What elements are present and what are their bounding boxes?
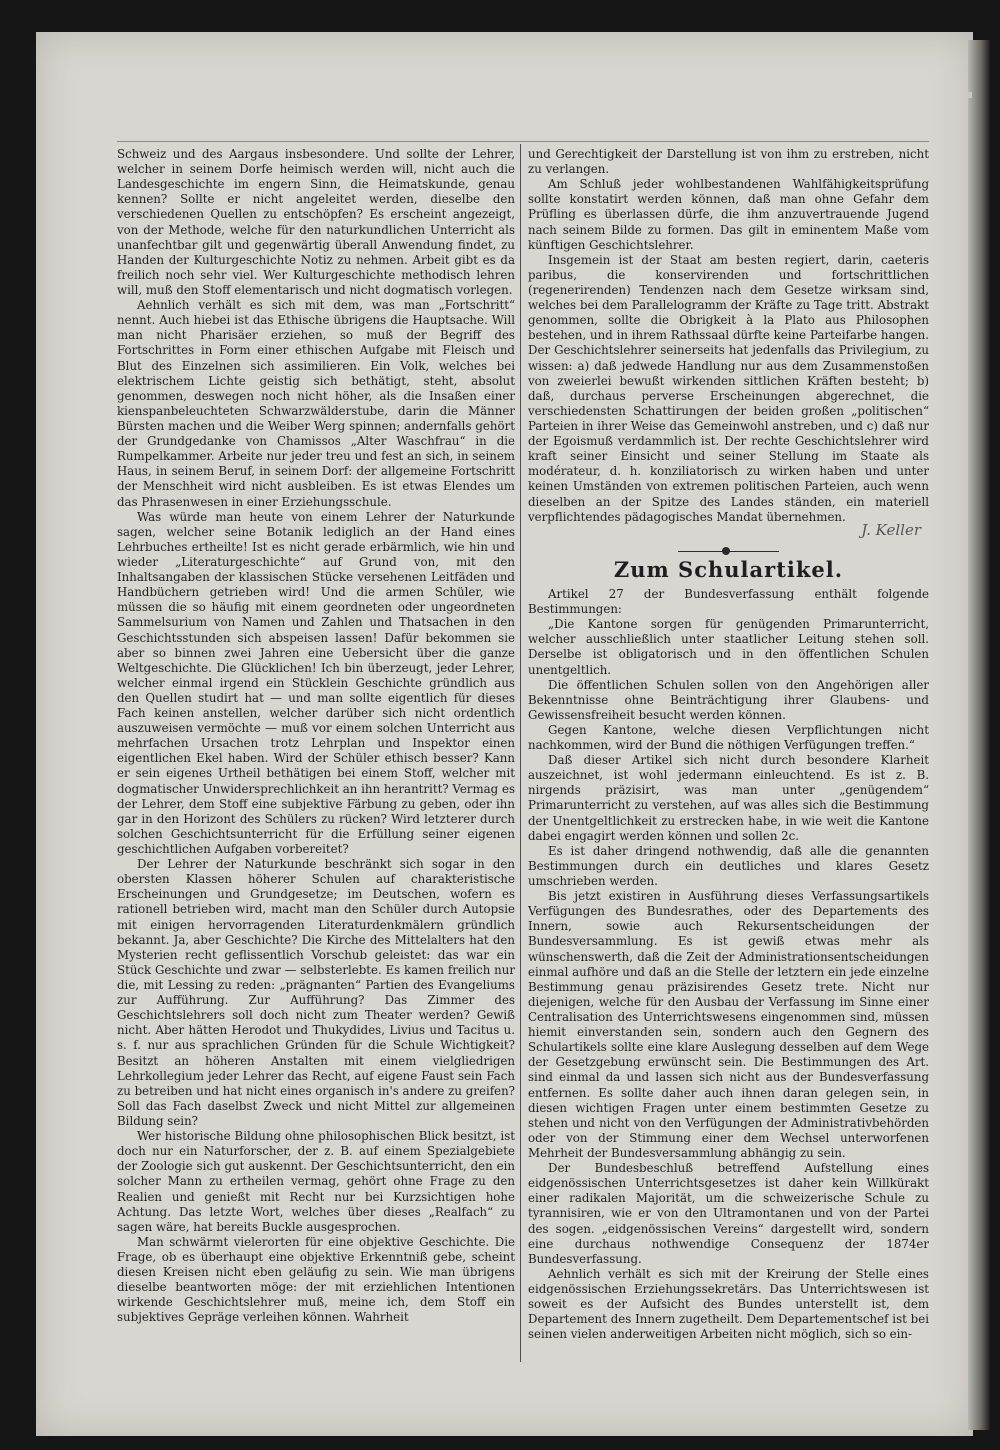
left-paragraph-2: Aehnlich verhält es sich mit dem, was man „Fortschritt“ nennt. Auch hiebei ist das Ethische übrigens die Hauptsache. Will man nicht Pharisäer erziehen, so muß der Begriff des Fortschrittes in Form einer ethischen Aufgabe mit Fleisch und Blut des Einzelnen sich assimilieren. Ein Volk, welches bei elektrischem Lichte geistig sich bethätigt, steht, absolut genommen, deswegen noch nicht höher, als die Insaßen einer kienspanbeleuchteten Schwarzwälderstube, darin die Männer Bürsten machen und die Weiber Werg spinnen; andernfalls gehört der Grundgedanke von Chamissos „Alter Waschfrau“ in die Rumpelkammer. Arbeite nur jeder treu und fest an sich, in seinem Haus, in seinem Beruf, in seinem Dorf: der allgemeine Fortschritt der Menschheit wird nicht ausbleiben. Es ist etwas Elendes um das Phrasenwesen in einer Erziehungsschule.	[117, 298, 515, 509]
right-column	[528, 147, 929, 1367]
divider-dot-icon	[722, 547, 730, 555]
column-rule	[520, 144, 521, 1362]
article-paragraph-4: Gegen Kantone, welche diesen Verpflichtungen nicht nachkommen, wird der Bund die nöthigen Verfügungen treffen.“	[528, 722, 929, 753]
article-paragraph-6: Es ist daher dringend nothwendig, daß alle die genannten Bestimmungen durch ein deutliches und klares Gesetz umschrieben werden.	[528, 843, 929, 889]
right-paragraph-3: Insgemein ist der Staat am besten regiert, darin, caeteris paribus, die konservirenden und fortschrittlichen (regenerirenden) Tendenzen nach dem Gesetze wirksam sind, welches bei dem Parallelogramm der Kräfte zu Tage tritt. Abstrakt genommen, sollte die Obrigkeit à la Plato aus Philosophen bestehen, und in ihrem Rathssaal dürfte keine Parteifarbe hangen. Der Geschichtslehrer seinerseits hat jedenfalls das Privilegium, zu wissen: a) daß jedwede Handlung nur aus dem Zusammenstoßen von zweierlei bewußt wirkenden sittlichen Kräften besteht; b) daß, durchaus perverse Erscheinungen abgerechnet, die verschiedensten Schattirungen der beiden großen „politischen“ Parteien in ihrer Weise das Gemeinwohl anstreben, und c) daß nur der Egoismuß verdammlich ist. Der rechte Geschichtslehrer wird kraft seiner Einsicht und seiner Stellung im Staate als modérateur, d. h. konziliatorisch zu wirken haben und unter keinen Umständen von extremen politischen Parteien, auch wenn dieselben an der Spitze des Landes ständen, ein materiell verpflichtendes pädagogisches Mandat übernehmen.	[528, 252, 929, 524]
left-paragraph-5: Wer historische Bildung ohne philosophischen Blick besitzt, ist doch nur ein Naturforscher, der z. B. auf einem Spezialgebiete der Zoologie sich gut auskennt. Der Geschichtsunterricht, den ein solcher Mann zu ertheilen vermag, gehört ohne Frage zu den Realien und genießt mit Recht nur bei Kurzsichtigen hohe Achtung. Das letzte Wort, welches über dieses „Realfach“ zu sagen wäre, hat bereits Buckle ausgesprochen.	[117, 1129, 515, 1234]
article-heading: Zum Schulartikel.	[613, 556, 844, 582]
right-paragraph-1: und Gerechtigkeit der Darstellung ist von ihm zu erstreben, nicht zu verlangen.	[528, 147, 929, 177]
left-paragraph-4: Der Lehrer der Naturkunde beschränkt sich sogar in den obersten Klassen höherer Schulen auf charakteristische Erscheinungen und Grundgesetze; im Deutschen, wofern es rationell betrieben wird, macht man den Schüler durch Autopsie mit einigen hervorragenden Literaturdenkmälern gründlich bekannt. Ja, aber Geschichte? Die Kirche des Mittelalters hat den Mysterien recht geflissentlich Vorschub geleistet: das war ein Stück Geschichte und zwar — selbsterlebte. Es kamen freilich nur die, mit Lessing zu reden: „prägnanten“ Partien des Evangeliums zur Aufführung. Zur Aufführung? Das Zimmer des Geschichtslehrers soll doch nicht zum Theater werden? Gewiß nicht. Aber hätten Herodot und Thukydides, Livius und Tacitus u. s. f. nur aus sprachlichen Gründen für die Schule Wichtigkeit? Besitzt an höheren Anstalten mit einem vielgliedrigen Lehrkollegium jeder Lehrer das Recht, auf eigene Faust sein Fach zu betreiben und hat nicht eines organisch in's andere zu greifen? Soll das Fach daselbst Zweck und nicht Mittel zur allgemeinen Bildung sein?	[117, 857, 515, 1128]
left-paragraph-1: Schweiz und des Aargaus insbesondere. Und sollte der Lehrer, welcher in seinem Dorfe heimisch werden will, nicht auch die Landesgeschichte im engern Sinn, die Heimatskunde, genau kennen? Sollte er nicht angeleitet werden, dieselbe den verschiedenen Quellen zu entschöpfen? Es erscheint angezeigt, von der Methode, welche für den naturkundlichen Unterricht als unanfechtbar gilt und gegenwärtig überall Anwendung findet, zu Handen der Kulturgeschichte Notiz zu nehmen. Arbeit gibt es da freilich noch sehr viel. Wer Kulturgeschichte methodisch lehren will, muß den Stoff elementarisch und nicht dogmatisch vorlegen.	[117, 147, 515, 297]
top-rule	[117, 141, 929, 142]
article-paragraph-5: Daß dieser Artikel sich nicht durch besondere Klarheit auszeichnet, ist wohl jedermann einleuchtend. Es ist z. B. nirgends präzisirt, was man unter „genügendem“ Primarunterricht zu verstehen, auf was alles sich die Bestimmung der Unentgeltlichkeit zu erstrecken habe, in wie weit die Kantone dabei engagirt werden können und sollen 2c.	[528, 753, 929, 843]
author-signature: J. Keller	[861, 520, 921, 539]
page-speck	[968, 92, 972, 98]
article-paragraph-3: Die öffentlichen Schulen sollen von den Angehörigen aller Bekenntnisse ohne Beinträchtigung ihrer Glaubens- und Gewissensfreiheit besucht werden können.	[528, 677, 929, 722]
left-column	[117, 147, 515, 1367]
section-divider	[528, 544, 929, 558]
article-paragraph-7: Bis jetzt existiren in Ausführung dieses Verfassungsartikels Verfügungen des Bundesrathes, oder des Departements des Innern, sowie auch Rekursentscheidungen der Bundesversammlung. Es ist gewiß etwas mehr als wünschenswerth, daß die Zeit der Administrationsentscheidungen einmal aufhöre und daß an die Stelle der letztern ein jede einzelne Bestimmung genau präzisirendes Gesetz trete. Nicht nur diejenigen, welche für den Ausbau der Verfassung im Sinne einer Centralisation des Unterrichtswesens eingenommen sind, müssen hiemit einverstanden sein, sondern auch den Gegnern des Schulartikels sollte eine klare Auslegung desselben auf dem Wege der Gesetzgebung erwünscht sein. Die Bestimmungen des Art. sind einmal da und lassen sich nicht aus der Bundesverfassung entfernen. Es sollte daher auch ihnen daran gelegen sein, in diesen wichtigen Fragen unter einem bestimmten Gesetze zu stehen und nicht von den Verfügungen der Administrativbehörden oder von der Stimmung einer dem Wechsel unterworfenen Mehrheit der Bundesversammlung abhängig zu sein.	[528, 889, 929, 1160]
article-paragraph-2: „Die Kantone sorgen für genügenden Primarunterricht, welcher ausschließlich unter staatlicher Leitung stehen soll. Derselbe ist obligatorisch und in den öffentlichen Schulen unentgeltlich.	[528, 617, 929, 677]
article-paragraph-9: Aehnlich verhält es sich mit der Kreirung der Stelle eines eidgenössischen Erziehungssekretärs. Das Unterrichtswesen ist soweit es der Aufsicht des Bundes unterstellt ist, dem Departement des Innern zugetheilt. Dem Departementschef ist bei seinen vielen anderweitigen Arbeiten nicht möglich, sich so ein-	[528, 1266, 929, 1342]
left-paragraph-3: Was würde man heute von einem Lehrer der Naturkunde sagen, welcher seine Botanik lediglich an der Hand eines Lehrbuches ertheilte! Ist es nicht gerade erbärmlich, wie hin und wieder „Literaturgeschichte“ auf Grund von, mit den Inhaltsangaben der klassischen Stücke versehenen Leitfäden und Handbüchern getrieben wird! Und die armen Schüler, wie müssen die so häufig mit einem geordneten oder ungeordneten Sammelsurium von Namen und Zahlen und Thatsachen in den Geschichtsstunden sich abspeisen lassen! Dafür bekommen sie aber so binnen zwei Jahren eine Uebersicht über die ganze Weltgeschichte. Die Glücklichen! Ich bin überzeugt, jeder Lehrer, welcher einmal irgend ein Stücklein Geschichte gründlich aus den Quellen studirt hat — und man sollte eigentlich für dieses Fach keinen anstellen, welcher darüber sich nicht ordentlich auszuweisen vermöchte — muß vor einem solchen Unterricht aus mehrfachen Ursachen trotz Lehrplan und Inspektor einen eigentlichen Ekel haben. Wird der Schüler ethisch besser? Kann er sein eigenes Urtheil bethätigen bei einem Stoff, welcher mit dogmatischer Unwidersprechlichkeit an ihn herantritt? Vermag es der Lehrer, dem Stoff eine subjektive Färbung zu geben, oder ihn gar in den Horizont des Schülers zu rücken? Wird letzterer durch solchen Geschichtsunterricht für die Erfüllung seiner eigenen geschichtlichen Aufgaben vorbereitet?	[117, 509, 515, 857]
left-paragraph-6: Man schwärmt vielerorten für eine objektive Geschichte. Die Frage, ob es überhaupt eine objektive Erkenntniß gebe, scheint diesen Kreisen nicht eben geläufig zu sein. Wie man übrigens dieselbe beantworten möge: der mit erziehlichen Intentionen wirkende Geschichtslehrer muß, meine ich, dem Stoff ein subjektives Gepräge verleihen können. Wahrheit	[117, 1234, 515, 1325]
page-edge	[968, 40, 990, 1430]
article-paragraph-8: Der Bundesbeschluß betreffend Aufstellung eines eidgenössischen Unterrichtsgesetzes ist daher kein Willkürakt einer radikalen Majorität, um die schweizerische Schule zu tyrannisiren, wie er von den Ultramontanen und von der Partei des sogen. „eidgenössischen Vereins“ dargestellt wird, sondern eine durchaus nothwendige Consequenz der 1874er Bundesverfassung.	[528, 1161, 929, 1266]
right-paragraph-2: Am Schluß jeder wohlbestandenen Wahlfähigkeitsprüfung sollte konstatirt werden können, daß man ohne Gefahr dem Prüfling es überlassen dürfe, die ihm anzuvertrauende Jugend nach seinem Bilde zu formen. Das gilt in eminentem Maße vom künftigen Geschichtslehrer.	[528, 177, 929, 252]
article-paragraph-1: Artikel 27 der Bundesverfassung enthält folgende Bestimmungen:	[528, 586, 929, 617]
